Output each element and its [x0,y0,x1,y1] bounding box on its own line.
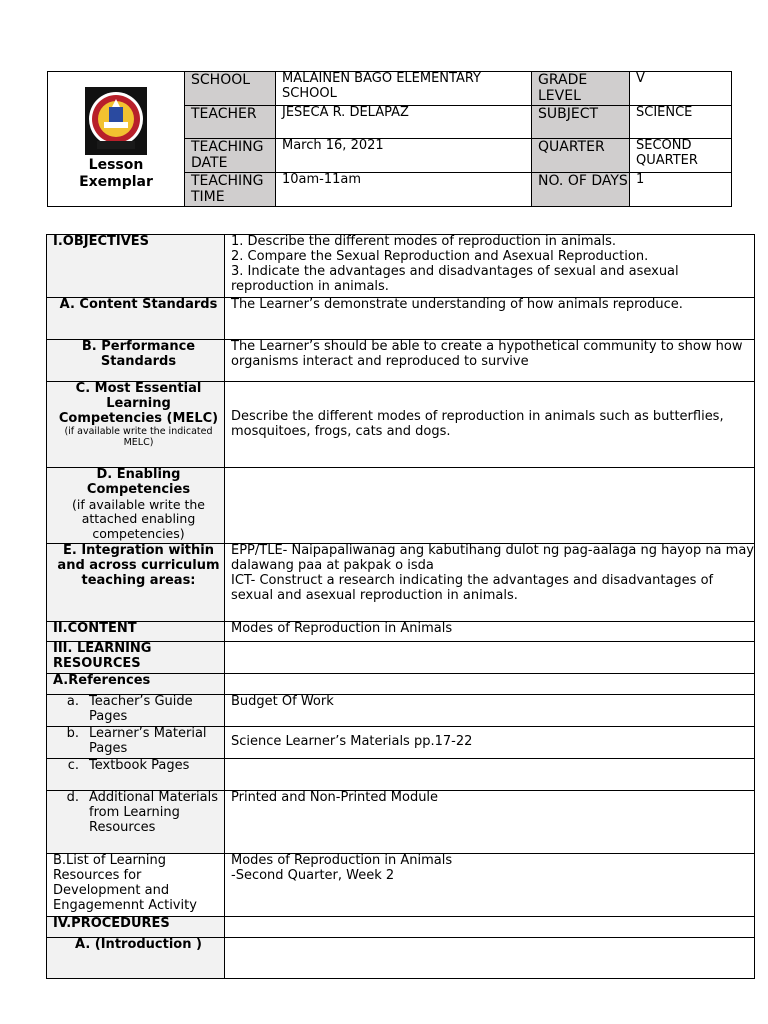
list-marker: b. [66,726,79,741]
content-standards-value: The Learner’s demonstrate understanding of how animals reproduce. [225,298,755,340]
melc-label-cell [47,382,225,468]
learning-resources-row [47,642,755,674]
school-seal-icon [85,87,147,155]
list-resources-row [47,854,755,917]
logo-cell [48,72,185,207]
header-table [47,71,732,207]
reference-item-text: Learner’s Material Pages [89,726,207,756]
integration-line: EPP/TLE- Naipapaliwanag ang kabutihang dulot ng pag-aalaga ng hayop na may dalawang paa at pakpak o isda [231,543,754,573]
enabling-note: (if available write the attached enabling competencies) [71,496,206,541]
introduction-row [47,938,755,979]
content-standards-label: A. Content Standards [47,298,225,340]
performance-standards-label: B. Performance Standards [47,340,225,382]
reference-item-value: Science Learner’s Materials pp.17-22 [225,727,755,759]
content-value: Modes of Reproduction in Animals [225,622,755,642]
list-resources-line: Modes of Reproduction in Animals [231,853,453,868]
performance-standards-row [47,340,755,382]
reference-item-row [47,727,755,759]
teaching-date-label: TEACHING DATE [185,139,276,173]
reference-item-label [47,695,225,727]
reference-item-value: Printed and Non-Printed Module [225,791,755,854]
objectives-label: I.OBJECTIVES [47,235,225,298]
introduction-label: A. (Introduction ) [47,938,225,979]
reference-item-value [225,759,755,791]
content-standards-row [47,298,755,340]
reference-item-row [47,695,755,727]
list-resources-value [225,854,755,917]
enabling-label: D. Enabling Competencies [86,467,191,497]
reference-item-value: Budget Of Work [225,695,755,727]
objectives-value [225,235,755,298]
procedures-value [225,917,755,938]
subject-value: SCIENCE [630,106,732,139]
grade-level-value: V [630,72,732,106]
melc-note: (if available write the indicated MELC) [64,425,213,448]
content-label: II.CONTENT [47,622,225,642]
lesson-title-line-2: Exemplar [79,174,153,190]
references-row [47,674,755,695]
subject-label: SUBJECT [532,106,630,139]
teaching-time-label: TEACHING TIME [185,173,276,207]
enabling-label-cell [47,468,225,544]
enabling-value [225,468,755,544]
list-resources-line: -Second Quarter, Week 2 [231,867,395,883]
references-value [225,674,755,695]
melc-row [47,382,755,468]
reference-item-row [47,759,755,791]
introduction-value [225,938,755,979]
no-of-days-value: 1 [630,173,732,207]
objective-item: 2. Compare the Sexual Reproduction and Asexual Reproduction. [231,248,649,264]
reference-item-label [47,791,225,854]
teacher-value: JESECA R. DELAPAZ [276,106,532,139]
enabling-competencies-row [47,468,755,544]
learning-resources-label: III. LEARNING RESOURCES [47,642,225,674]
reference-item-text: Textbook Pages [89,758,190,773]
lesson-title-line-1: Lesson [88,157,144,174]
objectives-row [47,235,755,298]
objective-item: 1. Describe the different modes of reproduction in animals. [231,234,616,249]
list-resources-label: B.List of Learning Resources for Development and Engagemennt Activity [47,854,225,917]
no-of-days-label: NO. OF DAYS [532,173,630,207]
reference-item-text: Additional Materials from Learning Resources [89,790,218,835]
grade-level-label: GRADE LEVEL [532,72,630,106]
reference-item-row [47,791,755,854]
content-row [47,622,755,642]
teaching-time-value: 10am-11am [276,173,532,207]
procedures-label: IV.PROCEDURES [47,917,225,938]
reference-item-text: Teacher’s Guide Pages [89,694,193,724]
teaching-date-value: March 16, 2021 [276,139,532,173]
objective-item: 3. Indicate the advantages and disadvantages of sexual and asexual reproduction in animals. [231,263,679,294]
school-label: SCHOOL [185,72,276,106]
list-marker: d. [66,790,79,805]
melc-value: Describe the different modes of reproduction in animals such as butterflies, mosquitoes, frogs, cats and dogs. [225,382,755,468]
reference-item-label [47,727,225,759]
references-label: A.References [47,674,225,695]
procedures-row [47,917,755,938]
quarter-value: SECOND QUARTER [630,139,732,173]
melc-label: C. Most Essential Learning Competencies (MELC) [58,381,219,426]
lesson-plan-table [46,234,755,979]
performance-standards-value: The Learner’s should be able to create a hypothetical community to show how organisms interact and reproduced to survive [225,340,755,382]
learning-resources-value [225,642,755,674]
school-value: MALAINEN BAGO ELEMENTARY SCHOOL [276,72,532,106]
integration-line: ICT- Construct a research indicating the advantages and disadvantages of sexual and asexual reproduction in animals. [231,572,714,603]
integration-value [225,544,755,622]
reference-item-label [47,759,225,791]
teacher-label: TEACHER [185,106,276,139]
integration-row [47,544,755,622]
quarter-label: QUARTER [532,139,630,173]
integration-label: E. Integration within and across curriculum teaching areas: [47,544,225,622]
list-marker: c. [67,758,79,773]
list-marker: a. [66,694,79,709]
